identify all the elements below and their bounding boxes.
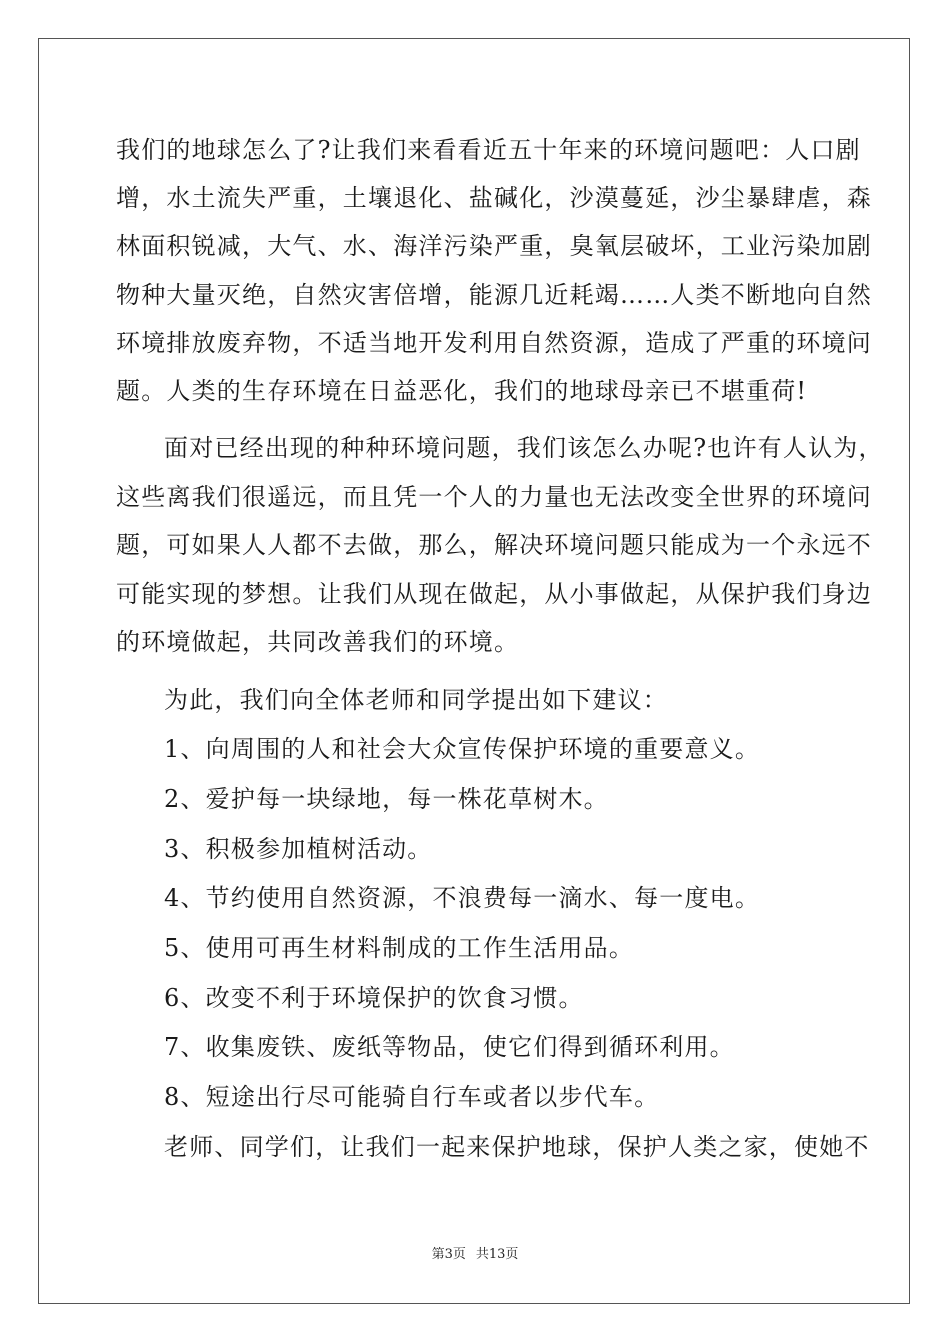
paragraph-2-line-4: 可能实现的梦想。让我们从现在做起，从小事做起，从保护我们身边 bbox=[116, 580, 872, 608]
suggestion-item: 5、使用可再生材料制成的工作生活用品。 bbox=[164, 934, 635, 962]
paragraph-1-line-5: 环境排放废弃物，不适当地开发利用自然资源，造成了严重的环境问 bbox=[116, 329, 872, 357]
paragraph-1-line-3: 林面积锐减，大气、水、海洋污染严重，臭氧层破坏，工业污染加剧 bbox=[116, 232, 872, 260]
suggestion-item: 4、节约使用自然资源，不浪费每一滴水、每一度电。 bbox=[164, 884, 761, 912]
paragraph-2-line-3: 题，可如果人人都不去做，那么，解决环境问题只能成为一个永远不 bbox=[116, 531, 872, 559]
page-frame bbox=[38, 38, 910, 1304]
suggestions-intro: 为此，我们向全体老师和同学提出如下建议： bbox=[164, 686, 668, 714]
paragraph-2-line-2: 这些离我们很遥远，而且凭一个人的力量也无法改变全世界的环境问 bbox=[116, 483, 872, 511]
page-total: 共13页 bbox=[475, 1247, 519, 1262]
suggestion-item: 6、改变不利于环境保护的饮食习惯。 bbox=[164, 984, 584, 1012]
paragraph-1-line-2: 增，水土流失严重，土壤退化、盐碱化，沙漠蔓延，沙尘暴肆虐，森 bbox=[116, 184, 872, 212]
suggestion-item: 7、收集废铁、废纸等物品，使它们得到循环利用。 bbox=[164, 1033, 735, 1061]
suggestion-item: 8、短途出行尽可能骑自行车或者以步代车。 bbox=[164, 1083, 660, 1111]
suggestion-item: 3、积极参加植树活动。 bbox=[164, 835, 433, 863]
suggestion-item: 1、向周围的人和社会大众宣传保护环境的重要意义。 bbox=[164, 735, 761, 763]
page-footer bbox=[0, 1246, 950, 1264]
closing-line: 老师、同学们，让我们一起来保护地球，保护人类之家，使她不 bbox=[164, 1133, 870, 1161]
paragraph-1-line-1: 我们的地球怎么了?让我们来看看近五十年来的环境问题吧：人口剧 bbox=[116, 136, 861, 164]
page-number: 第3页 bbox=[431, 1247, 466, 1262]
suggestion-item: 2、爱护每一块绿地，每一株花草树木。 bbox=[164, 785, 609, 813]
paragraph-2-line-5: 的环境做起，共同改善我们的环境。 bbox=[116, 628, 520, 656]
paragraph-1-line-6: 题。人类的生存环境在日益恶化，我们的地球母亲已不堪重荷! bbox=[116, 377, 808, 405]
paragraph-2-line-1: 面对已经出现的种种环境问题，我们该怎么办呢?也许有人认为， bbox=[164, 434, 884, 462]
paragraph-1-line-4: 物种大量灭绝，自然灾害倍增，能源几近耗竭……人类不断地向自然 bbox=[116, 281, 872, 309]
